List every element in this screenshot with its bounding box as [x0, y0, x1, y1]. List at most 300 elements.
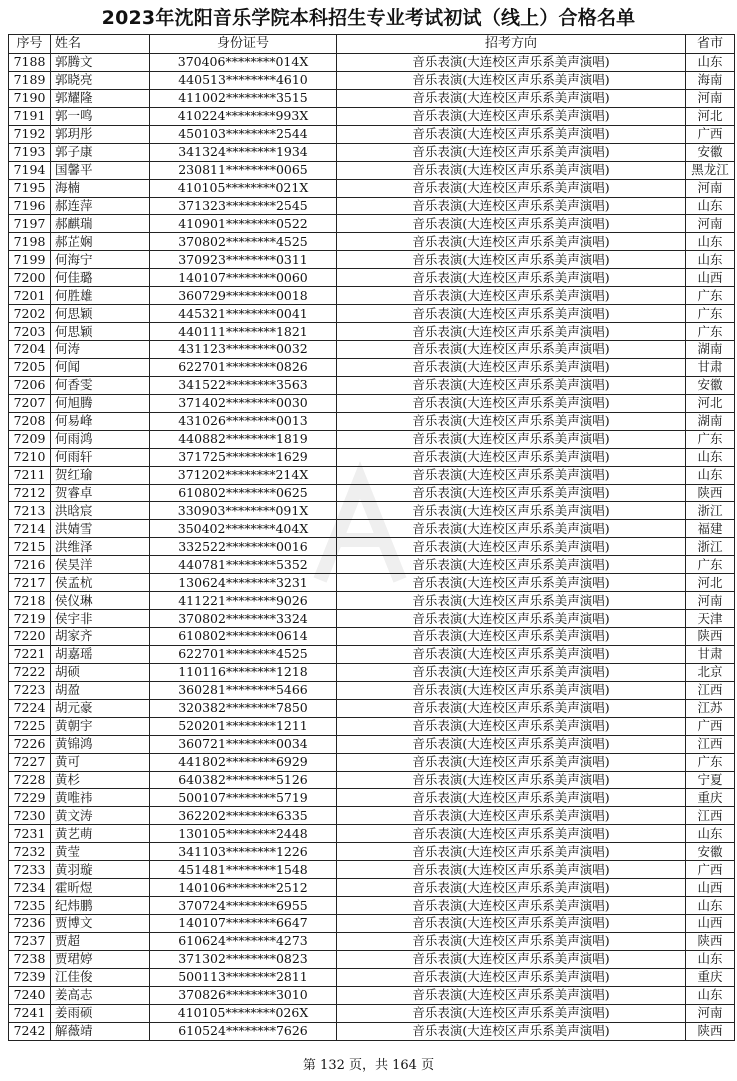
cell-name: 贾博文 [51, 915, 150, 933]
cell-number: 7214 [9, 520, 51, 538]
table-row [9, 71, 735, 89]
cell-id: 445321********0041 [150, 305, 337, 323]
cell-province: 重庆 [686, 968, 735, 986]
cell-number: 7238 [9, 950, 51, 968]
cell-name: 胡嘉瑶 [51, 645, 150, 663]
cell-number: 7195 [9, 179, 51, 197]
table-row [9, 520, 735, 538]
cell-province: 浙江 [686, 502, 735, 520]
cell-province: 河南 [686, 89, 735, 107]
cell-direction: 音乐表演(大连校区声乐系美声演唱) [337, 628, 686, 646]
cell-direction: 音乐表演(大连校区声乐系美声演唱) [337, 968, 686, 986]
cell-id: 370802********4525 [150, 233, 337, 251]
results-table [8, 34, 735, 1041]
cell-name: 海楠 [51, 179, 150, 197]
cell-province: 安徽 [686, 143, 735, 161]
cell-province: 山西 [686, 915, 735, 933]
cell-direction: 音乐表演(大连校区声乐系美声演唱) [337, 879, 686, 897]
cell-direction: 音乐表演(大连校区声乐系美声演唱) [337, 645, 686, 663]
cell-id: 451481********1548 [150, 861, 337, 879]
cell-province: 江西 [686, 807, 735, 825]
cell-direction: 音乐表演(大连校区声乐系美声演唱) [337, 466, 686, 484]
cell-name: 郭耀隆 [51, 89, 150, 107]
cell-name: 姜高志 [51, 986, 150, 1004]
table-row [9, 950, 735, 968]
cell-name: 郝麒瑞 [51, 215, 150, 233]
cell-direction: 音乐表演(大连校区声乐系美声演唱) [337, 753, 686, 771]
table-body [9, 54, 735, 1041]
cell-direction: 音乐表演(大连校区声乐系美声演唱) [337, 556, 686, 574]
cell-id: 622701********4525 [150, 645, 337, 663]
cell-name: 郭子康 [51, 143, 150, 161]
table-row [9, 484, 735, 502]
cell-number: 7215 [9, 538, 51, 556]
cell-name: 黄莹 [51, 843, 150, 861]
cell-id: 130624********3231 [150, 574, 337, 592]
cell-id: 410105********021X [150, 179, 337, 197]
cell-direction: 音乐表演(大连校区声乐系美声演唱) [337, 789, 686, 807]
cell-id: 610624********4273 [150, 932, 337, 950]
cell-number: 7218 [9, 592, 51, 610]
cell-name: 何胜雄 [51, 287, 150, 305]
cell-name: 洪晗宸 [51, 502, 150, 520]
cell-province: 浙江 [686, 538, 735, 556]
cell-number: 7229 [9, 789, 51, 807]
cell-direction: 音乐表演(大连校区声乐系美声演唱) [337, 341, 686, 359]
cell-number: 7228 [9, 771, 51, 789]
cell-direction: 音乐表演(大连校区声乐系美声演唱) [337, 54, 686, 72]
cell-direction: 音乐表演(大连校区声乐系美声演唱) [337, 251, 686, 269]
cell-province: 北京 [686, 663, 735, 681]
table-row [9, 251, 735, 269]
cell-id: 371402********0030 [150, 394, 337, 412]
cell-province: 广西 [686, 125, 735, 143]
cell-province: 山东 [686, 251, 735, 269]
cell-number: 7210 [9, 448, 51, 466]
cell-name: 何闻 [51, 358, 150, 376]
cell-id: 440513********4610 [150, 71, 337, 89]
cell-number: 7236 [9, 915, 51, 933]
cell-number: 7209 [9, 430, 51, 448]
cell-direction: 音乐表演(大连校区声乐系美声演唱) [337, 358, 686, 376]
cell-name: 胡硕 [51, 663, 150, 681]
table-row [9, 430, 735, 448]
cell-province: 河南 [686, 215, 735, 233]
cell-direction: 音乐表演(大连校区声乐系美声演唱) [337, 717, 686, 735]
cell-province: 广东 [686, 430, 735, 448]
cell-direction: 音乐表演(大连校区声乐系美声演唱) [337, 448, 686, 466]
cell-id: 130105********2448 [150, 825, 337, 843]
cell-number: 7225 [9, 717, 51, 735]
cell-name: 纪炜鹏 [51, 897, 150, 915]
cell-province: 广东 [686, 556, 735, 574]
cell-id: 370802********3324 [150, 610, 337, 628]
cell-name: 何涛 [51, 341, 150, 359]
cell-province: 福建 [686, 520, 735, 538]
cell-number: 7203 [9, 323, 51, 341]
cell-name: 贾珺婷 [51, 950, 150, 968]
cell-province: 山东 [686, 233, 735, 251]
table-row [9, 502, 735, 520]
cell-id: 410901********0522 [150, 215, 337, 233]
page-title: 2023年沈阳音乐学院本科招生专业考试初试（线上）合格名单 [101, 7, 636, 29]
cell-number: 7200 [9, 269, 51, 287]
cell-direction: 音乐表演(大连校区声乐系美声演唱) [337, 502, 686, 520]
cell-direction: 音乐表演(大连校区声乐系美声演唱) [337, 932, 686, 950]
cell-direction: 音乐表演(大连校区声乐系美声演唱) [337, 179, 686, 197]
cell-province: 山东 [686, 986, 735, 1004]
cell-number: 7226 [9, 735, 51, 753]
cell-number: 7194 [9, 161, 51, 179]
cell-id: 370406********014X [150, 54, 337, 72]
cell-id: 411002********3515 [150, 89, 337, 107]
table-row [9, 269, 735, 287]
cell-name: 郭腾文 [51, 54, 150, 72]
table-row [9, 592, 735, 610]
cell-name: 侯宇非 [51, 610, 150, 628]
table-row [9, 915, 735, 933]
table-row [9, 932, 735, 950]
cell-direction: 音乐表演(大连校区声乐系美声演唱) [337, 161, 686, 179]
cell-id: 332522********0016 [150, 538, 337, 556]
cell-number: 7212 [9, 484, 51, 502]
table-row [9, 107, 735, 125]
cell-id: 360281********5466 [150, 681, 337, 699]
cell-direction: 音乐表演(大连校区声乐系美声演唱) [337, 771, 686, 789]
cell-direction: 音乐表演(大连校区声乐系美声演唱) [337, 233, 686, 251]
cell-province: 山东 [686, 197, 735, 215]
cell-direction: 音乐表演(大连校区声乐系美声演唱) [337, 681, 686, 699]
table-row [9, 305, 735, 323]
cell-direction: 音乐表演(大连校区声乐系美声演唱) [337, 197, 686, 215]
cell-name: 黄可 [51, 753, 150, 771]
cell-name: 黄唯祎 [51, 789, 150, 807]
cell-id: 140107********6647 [150, 915, 337, 933]
cell-id: 360721********0034 [150, 735, 337, 753]
cell-name: 何思颖 [51, 305, 150, 323]
cell-id: 640382********5126 [150, 771, 337, 789]
table-row [9, 233, 735, 251]
cell-province: 河北 [686, 574, 735, 592]
cell-id: 350402********404X [150, 520, 337, 538]
cell-id: 370724********6955 [150, 897, 337, 915]
cell-name: 何雨轩 [51, 448, 150, 466]
cell-id: 410105********026X [150, 1004, 337, 1022]
cell-id: 371202********214X [150, 466, 337, 484]
cell-id: 140106********2512 [150, 879, 337, 897]
cell-name: 何佳璐 [51, 269, 150, 287]
cell-name: 郭晓亮 [51, 71, 150, 89]
cell-province: 河南 [686, 1004, 735, 1022]
cell-id: 440111********1821 [150, 323, 337, 341]
cell-province: 山东 [686, 466, 735, 484]
cell-name: 国馨平 [51, 161, 150, 179]
cell-name: 侯仪琳 [51, 592, 150, 610]
cell-number: 7227 [9, 753, 51, 771]
cell-id: 140107********0060 [150, 269, 337, 287]
cell-number: 7240 [9, 986, 51, 1004]
table-row [9, 161, 735, 179]
cell-province: 河南 [686, 592, 735, 610]
cell-id: 371725********1629 [150, 448, 337, 466]
cell-number: 7207 [9, 394, 51, 412]
table-row [9, 125, 735, 143]
cell-number: 7188 [9, 54, 51, 72]
cell-number: 7237 [9, 932, 51, 950]
cell-province: 安徽 [686, 843, 735, 861]
cell-name: 何海宁 [51, 251, 150, 269]
cell-number: 7220 [9, 628, 51, 646]
cell-number: 7199 [9, 251, 51, 269]
cell-id: 622701********0826 [150, 358, 337, 376]
cell-direction: 音乐表演(大连校区声乐系美声演唱) [337, 1022, 686, 1040]
cell-number: 7224 [9, 699, 51, 717]
cell-number: 7197 [9, 215, 51, 233]
cell-province: 湖南 [686, 341, 735, 359]
cell-id: 431123********0032 [150, 341, 337, 359]
cell-number: 7196 [9, 197, 51, 215]
table-row [9, 699, 735, 717]
table-row [9, 197, 735, 215]
cell-direction: 音乐表演(大连校区声乐系美声演唱) [337, 287, 686, 305]
cell-province: 广东 [686, 753, 735, 771]
cell-number: 7219 [9, 610, 51, 628]
cell-id: 411221********9026 [150, 592, 337, 610]
table-row [9, 179, 735, 197]
cell-name: 霍昕煜 [51, 879, 150, 897]
cell-direction: 音乐表演(大连校区声乐系美声演唱) [337, 663, 686, 681]
cell-id: 441802********6929 [150, 753, 337, 771]
cell-id: 370826********3010 [150, 986, 337, 1004]
cell-direction: 音乐表演(大连校区声乐系美声演唱) [337, 574, 686, 592]
page-footer: 第 132 页，共 164 页 [302, 1058, 435, 1073]
cell-name: 贺红瑜 [51, 466, 150, 484]
cell-province: 海南 [686, 71, 735, 89]
table-row [9, 663, 735, 681]
cell-name: 黄艺萌 [51, 825, 150, 843]
cell-id: 440882********1819 [150, 430, 337, 448]
cell-id: 410224********993X [150, 107, 337, 125]
cell-name: 何旭腾 [51, 394, 150, 412]
cell-number: 7222 [9, 663, 51, 681]
cell-direction: 音乐表演(大连校区声乐系美声演唱) [337, 376, 686, 394]
cell-name: 何易峰 [51, 412, 150, 430]
cell-name: 黄朝宇 [51, 717, 150, 735]
table-row [9, 1022, 735, 1040]
table-row [9, 843, 735, 861]
cell-name: 何香雯 [51, 376, 150, 394]
cell-direction: 音乐表演(大连校区声乐系美声演唱) [337, 861, 686, 879]
cell-province: 甘肃 [686, 645, 735, 663]
table-row [9, 287, 735, 305]
cell-direction: 音乐表演(大连校区声乐系美声演唱) [337, 323, 686, 341]
cell-id: 610802********0625 [150, 484, 337, 502]
column-header-direction: 招考方向 [337, 35, 686, 54]
table-row [9, 717, 735, 735]
cell-province: 陕西 [686, 932, 735, 950]
cell-direction: 音乐表演(大连校区声乐系美声演唱) [337, 950, 686, 968]
table-row [9, 323, 735, 341]
cell-name: 洪维泽 [51, 538, 150, 556]
cell-direction: 音乐表演(大连校区声乐系美声演唱) [337, 71, 686, 89]
cell-id: 341324********1934 [150, 143, 337, 161]
column-header-number: 序号 [9, 35, 51, 54]
cell-province: 甘肃 [686, 358, 735, 376]
cell-name: 侯昊洋 [51, 556, 150, 574]
cell-province: 山东 [686, 950, 735, 968]
cell-direction: 音乐表演(大连校区声乐系美声演唱) [337, 915, 686, 933]
cell-direction: 音乐表演(大连校区声乐系美声演唱) [337, 430, 686, 448]
cell-id: 450103********2544 [150, 125, 337, 143]
cell-province: 陕西 [686, 628, 735, 646]
cell-direction: 音乐表演(大连校区声乐系美声演唱) [337, 305, 686, 323]
cell-province: 广西 [686, 717, 735, 735]
cell-province: 山东 [686, 54, 735, 72]
cell-direction: 音乐表演(大连校区声乐系美声演唱) [337, 699, 686, 717]
cell-id: 431026********0013 [150, 412, 337, 430]
cell-direction: 音乐表演(大连校区声乐系美声演唱) [337, 143, 686, 161]
table-row [9, 574, 735, 592]
cell-id: 341522********3563 [150, 376, 337, 394]
cell-name: 贺睿卓 [51, 484, 150, 502]
cell-number: 7233 [9, 861, 51, 879]
table-row [9, 681, 735, 699]
table-row [9, 825, 735, 843]
table-header-row [9, 35, 735, 54]
table-row [9, 341, 735, 359]
cell-province: 湖南 [686, 412, 735, 430]
cell-number: 7231 [9, 825, 51, 843]
cell-province: 陕西 [686, 1022, 735, 1040]
cell-name: 何雨鸿 [51, 430, 150, 448]
cell-province: 山东 [686, 897, 735, 915]
cell-name: 郝芷娴 [51, 233, 150, 251]
table-row [9, 89, 735, 107]
cell-province: 黑龙江 [686, 161, 735, 179]
cell-province: 山西 [686, 879, 735, 897]
cell-name: 解薇靖 [51, 1022, 150, 1040]
cell-province: 山东 [686, 448, 735, 466]
cell-direction: 音乐表演(大连校区声乐系美声演唱) [337, 843, 686, 861]
cell-id: 360729********0018 [150, 287, 337, 305]
cell-province: 山西 [686, 269, 735, 287]
cell-number: 7232 [9, 843, 51, 861]
table-row [9, 1004, 735, 1022]
cell-name: 姜雨硕 [51, 1004, 150, 1022]
cell-province: 广东 [686, 323, 735, 341]
cell-id: 520201********1211 [150, 717, 337, 735]
table-row [9, 861, 735, 879]
cell-province: 山东 [686, 825, 735, 843]
cell-id: 362202********6335 [150, 807, 337, 825]
cell-province: 宁夏 [686, 771, 735, 789]
cell-name: 黄文涛 [51, 807, 150, 825]
cell-number: 7230 [9, 807, 51, 825]
table-row [9, 215, 735, 233]
cell-direction: 音乐表演(大连校区声乐系美声演唱) [337, 125, 686, 143]
cell-direction: 音乐表演(大连校区声乐系美声演唱) [337, 897, 686, 915]
cell-id: 440781********5352 [150, 556, 337, 574]
cell-name: 江佳俊 [51, 968, 150, 986]
cell-name: 何思颖 [51, 323, 150, 341]
table-row [9, 645, 735, 663]
table-row [9, 448, 735, 466]
table-row [9, 879, 735, 897]
cell-direction: 音乐表演(大连校区声乐系美声演唱) [337, 538, 686, 556]
cell-id: 110116********1218 [150, 663, 337, 681]
cell-name: 洪婧雪 [51, 520, 150, 538]
cell-name: 郭一鸣 [51, 107, 150, 125]
cell-direction: 音乐表演(大连校区声乐系美声演唱) [337, 986, 686, 1004]
cell-province: 江西 [686, 735, 735, 753]
cell-number: 7234 [9, 879, 51, 897]
cell-direction: 音乐表演(大连校区声乐系美声演唱) [337, 610, 686, 628]
cell-direction: 音乐表演(大连校区声乐系美声演唱) [337, 1004, 686, 1022]
cell-direction: 音乐表演(大连校区声乐系美声演唱) [337, 394, 686, 412]
table-row [9, 897, 735, 915]
cell-direction: 音乐表演(大连校区声乐系美声演唱) [337, 215, 686, 233]
cell-direction: 音乐表演(大连校区声乐系美声演唱) [337, 825, 686, 843]
cell-number: 7235 [9, 897, 51, 915]
cell-number: 7241 [9, 1004, 51, 1022]
cell-number: 7189 [9, 71, 51, 89]
cell-number: 7217 [9, 574, 51, 592]
table-row [9, 538, 735, 556]
cell-number: 7221 [9, 645, 51, 663]
table-row [9, 735, 735, 753]
table-row [9, 628, 735, 646]
cell-name: 黄锦鸿 [51, 735, 150, 753]
cell-province: 广东 [686, 287, 735, 305]
table-row [9, 610, 735, 628]
cell-name: 黄羽璇 [51, 861, 150, 879]
cell-number: 7213 [9, 502, 51, 520]
cell-number: 7208 [9, 412, 51, 430]
table-row [9, 807, 735, 825]
table-row [9, 771, 735, 789]
cell-name: 郝连萍 [51, 197, 150, 215]
table-row [9, 54, 735, 72]
cell-number: 7192 [9, 125, 51, 143]
cell-province: 安徽 [686, 376, 735, 394]
table-row [9, 466, 735, 484]
cell-number: 7206 [9, 376, 51, 394]
table-row [9, 789, 735, 807]
cell-name: 胡家齐 [51, 628, 150, 646]
cell-number: 7239 [9, 968, 51, 986]
table-row [9, 394, 735, 412]
cell-number: 7223 [9, 681, 51, 699]
cell-number: 7242 [9, 1022, 51, 1040]
cell-number: 7205 [9, 358, 51, 376]
cell-direction: 音乐表演(大连校区声乐系美声演唱) [337, 412, 686, 430]
cell-direction: 音乐表演(大连校区声乐系美声演唱) [337, 807, 686, 825]
table-row [9, 556, 735, 574]
cell-id: 330903********091X [150, 502, 337, 520]
table-row [9, 986, 735, 1004]
cell-province: 江西 [686, 681, 735, 699]
cell-id: 230811********0065 [150, 161, 337, 179]
cell-direction: 音乐表演(大连校区声乐系美声演唱) [337, 484, 686, 502]
cell-name: 贾超 [51, 932, 150, 950]
column-header-name: 姓名 [51, 35, 150, 54]
table-row [9, 376, 735, 394]
cell-number: 7190 [9, 89, 51, 107]
column-header-id: 身份证号 [150, 35, 337, 54]
cell-number: 7211 [9, 466, 51, 484]
cell-direction: 音乐表演(大连校区声乐系美声演唱) [337, 592, 686, 610]
cell-number: 7193 [9, 143, 51, 161]
